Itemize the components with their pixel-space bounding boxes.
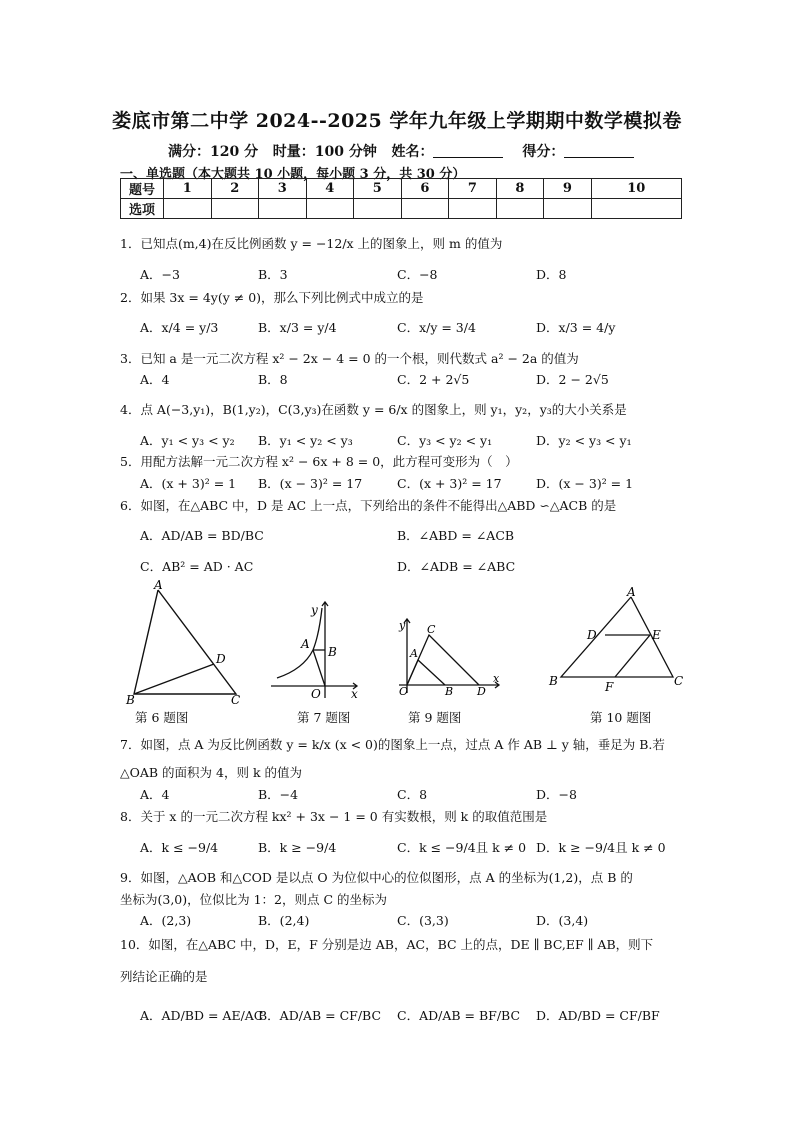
q3-option-b[interactable]: B．8 bbox=[258, 372, 288, 387]
question-7-stem: 7．如图，点 A 为反比例函数 y = k/x (x < 0)的图象上一点，过点 A 作 AB ⊥ y 轴，垂足为 B.若 bbox=[120, 737, 665, 752]
q4-option-d[interactable]: D．y₂ < y₃ < y₁ bbox=[536, 433, 632, 448]
question-8-stem: 8．关于 x 的一元二次方程 kx² + 3x − 1 = 0 有实数根，则 k 的取值范围是 bbox=[120, 809, 548, 824]
q3-option-c[interactable]: C．2 + 2√5 bbox=[397, 372, 470, 387]
question-1-stem: 1．已知点(m,4)在反比例函数 y = −12/x 上的图象上，则 m 的值为 bbox=[120, 236, 503, 251]
number-cell: 7 bbox=[449, 179, 497, 199]
option-header: 选项 bbox=[121, 199, 164, 219]
fig10-label-d: D bbox=[587, 628, 597, 642]
q2-option-b[interactable]: B．x/3 = y/4 bbox=[258, 320, 337, 335]
q8-option-a[interactable]: A．k ≤ −9/4 bbox=[140, 840, 219, 855]
q6-option-b[interactable]: B．∠ABD = ∠ACB bbox=[397, 528, 515, 543]
q7-option-b[interactable]: B．−4 bbox=[258, 787, 299, 802]
figure-7-caption: 第 7 题图 bbox=[297, 710, 351, 725]
fig9-label-y: y bbox=[399, 619, 406, 632]
fig9-label-c: C bbox=[427, 623, 436, 636]
number-cell: 4 bbox=[306, 179, 354, 199]
fig6-label-d: D bbox=[216, 652, 226, 666]
question-10-stem-cont: 列结论正确的是 bbox=[120, 969, 208, 984]
fig9-label-x: x bbox=[493, 672, 500, 685]
q1-option-d[interactable]: D．8 bbox=[536, 267, 567, 282]
q6-option-d[interactable]: D．∠ADB = ∠ABC bbox=[397, 559, 516, 574]
q10-option-c[interactable]: C．AD/AB = BF/BC bbox=[397, 1008, 521, 1023]
answer-table bbox=[120, 178, 682, 219]
q10-option-a[interactable]: A．AD/BD = AE/AC bbox=[140, 1008, 264, 1023]
fig7-segment-ao bbox=[313, 650, 325, 686]
figure-9 bbox=[395, 615, 505, 699]
fig7-label-a: A bbox=[301, 637, 310, 651]
q5-option-d[interactable]: D．(x − 3)² = 1 bbox=[536, 476, 634, 491]
q3-option-a[interactable]: A．4 bbox=[140, 372, 170, 387]
fig6-label-a: A bbox=[154, 580, 163, 592]
number-cell: 8 bbox=[496, 179, 544, 199]
q6-option-c[interactable]: C．AB² = AD · AC bbox=[140, 559, 254, 574]
score-blank[interactable] bbox=[564, 143, 634, 158]
q5-option-b[interactable]: B．(x − 3)² = 17 bbox=[258, 476, 363, 491]
q4-option-b[interactable]: B．y₁ < y₂ < y₃ bbox=[258, 433, 353, 448]
answer-cell[interactable] bbox=[306, 199, 354, 219]
fig9-label-d: D bbox=[477, 685, 486, 698]
number-cell: 9 bbox=[544, 179, 592, 199]
fig7-label-x: x bbox=[351, 687, 358, 701]
q7-option-a[interactable]: A．4 bbox=[140, 787, 170, 802]
q4-option-a[interactable]: A．y₁ < y₃ < y₂ bbox=[140, 433, 235, 448]
q8-option-c[interactable]: C．k ≤ −9/4且 k ≠ 0 bbox=[397, 840, 527, 855]
q3-option-d[interactable]: D．2 − 2√5 bbox=[536, 372, 609, 387]
figure-10 bbox=[545, 585, 690, 695]
fig7-hyperbola bbox=[277, 608, 322, 678]
fig6-segment-bd bbox=[134, 664, 214, 694]
answer-cell[interactable] bbox=[544, 199, 592, 219]
number-cell: 2 bbox=[211, 179, 259, 199]
q4-option-c[interactable]: C．y₃ < y₂ < y₁ bbox=[397, 433, 493, 448]
number-cell: 6 bbox=[401, 179, 449, 199]
figure-6-caption: 第 6 题图 bbox=[135, 710, 189, 725]
fig10-label-a: A bbox=[627, 585, 636, 599]
q5-option-c[interactable]: C．(x + 3)² = 17 bbox=[397, 476, 502, 491]
q10-option-d[interactable]: D．AD/BD = CF/BF bbox=[536, 1008, 660, 1023]
q2-option-d[interactable]: D．x/3 = 4/y bbox=[536, 320, 616, 335]
full-score: 满分：120 分 bbox=[168, 144, 259, 160]
fig10-segment-ef bbox=[615, 635, 650, 677]
q9-option-a[interactable]: A．(2,3) bbox=[140, 913, 192, 928]
page-title: 娄底市第二中学 2024--2025 学年九年级上学期期中数学模拟卷 bbox=[112, 110, 682, 132]
fig9-triangle-aob bbox=[407, 660, 445, 685]
q10-option-b[interactable]: B．AD/AB = CF/BC bbox=[258, 1008, 382, 1023]
q7-option-d[interactable]: D．−8 bbox=[536, 787, 577, 802]
fig7-label-o: O bbox=[311, 687, 321, 701]
fig7-label-b: B bbox=[328, 645, 337, 659]
number-cell: 3 bbox=[259, 179, 307, 199]
question-2-stem: 2．如果 3x = 4y(y ≠ 0)，那么下列比例式中成立的是 bbox=[120, 290, 424, 305]
answer-table-option-row bbox=[121, 199, 682, 219]
question-5-stem: 5．用配方法解一元二次方程 x² − 6x + 8 = 0，此方程可变形为（ ） bbox=[120, 454, 518, 469]
answer-cell[interactable] bbox=[211, 199, 259, 219]
question-3-stem: 3．已知 a 是一元二次方程 x² − 2x − 4 = 0 的一个根，则代数式 a² − 2a 的值为 bbox=[120, 351, 579, 366]
fig7-label-y: y bbox=[311, 603, 318, 617]
fig9-label-a: A bbox=[410, 647, 418, 660]
figure-9-caption: 第 9 题图 bbox=[408, 710, 462, 725]
fig9-label-b: B bbox=[445, 685, 454, 698]
question-10-stem: 10．如图，在△ABC 中，D，E，F 分别是边 AB，AC，BC 上的点，DE ∥ BC,EF ∥ AB，则下 bbox=[120, 937, 654, 952]
fig10-label-e: E bbox=[652, 628, 661, 642]
name-blank[interactable] bbox=[433, 143, 503, 158]
q6-option-a[interactable]: A．AD/AB = BD/BC bbox=[140, 528, 264, 543]
figure-10-caption: 第 10 题图 bbox=[590, 710, 652, 725]
answer-cell[interactable] bbox=[496, 199, 544, 219]
question-7-stem-cont: △OAB 的面积为 4，则 k 的值为 bbox=[120, 765, 302, 780]
number-cell: 5 bbox=[354, 179, 402, 199]
fig10-label-f: F bbox=[605, 680, 614, 694]
question-9-stem: 9．如图，△AOB 和△COD 是以点 O 为位似中心的位似图形，点 A 的坐标为(1,2)，点 B 的 bbox=[120, 870, 633, 885]
answer-cell[interactable] bbox=[591, 199, 681, 219]
answer-table-number-row bbox=[121, 179, 682, 199]
fig10-label-c: C bbox=[674, 674, 684, 688]
q8-option-d[interactable]: D．k ≥ −9/4且 k ≠ 0 bbox=[536, 840, 666, 855]
name-label: 姓名： bbox=[391, 144, 434, 160]
q8-option-b[interactable]: B．k ≥ −9/4 bbox=[258, 840, 337, 855]
question-6-stem: 6．如图，在△ABC 中，D 是 AC 上一点，下列给出的条件不能得出△ABD ∽△ACB 的是 bbox=[120, 498, 617, 513]
figure-7 bbox=[265, 598, 365, 702]
number-cell: 1 bbox=[164, 179, 212, 199]
number-header: 题号 bbox=[121, 179, 164, 199]
exam-meta bbox=[168, 141, 648, 161]
question-9-stem-cont: 坐标为(3,0)，位似比为 1：2，则点 C 的坐标为 bbox=[120, 892, 388, 907]
fig9-label-o: O bbox=[399, 685, 409, 698]
number-cell: 10 bbox=[591, 179, 681, 199]
answer-cell[interactable] bbox=[449, 199, 497, 219]
q9-option-b[interactable]: B．(2,4) bbox=[258, 913, 310, 928]
figure-6 bbox=[120, 580, 260, 708]
q1-option-c[interactable]: C．−8 bbox=[397, 267, 438, 282]
answer-cell[interactable] bbox=[164, 199, 212, 219]
q2-option-a[interactable]: A．x/4 = y/3 bbox=[140, 320, 219, 335]
question-4-stem: 4．点 A(−3,y₁)，B(1,y₂)，C(3,y₃)在函数 y = 6/x 的图象上，则 y₁，y₂，y₃的大小关系是 bbox=[120, 402, 627, 417]
answer-cell[interactable] bbox=[259, 199, 307, 219]
q7-option-c[interactable]: C．8 bbox=[397, 787, 428, 802]
fig10-label-b: B bbox=[549, 674, 558, 688]
time-limit: 时量：100 分钟 bbox=[272, 144, 377, 160]
score-label: 得分： bbox=[522, 144, 565, 160]
section-heading: 一、单选题（本大题共 10 小题，每小题 3 分，共 30 分） bbox=[120, 167, 466, 182]
q9-option-c[interactable]: C．(3,3) bbox=[397, 913, 449, 928]
q5-option-a[interactable]: A．(x + 3)² = 1 bbox=[140, 476, 237, 491]
fig6-label-c: C bbox=[231, 693, 241, 707]
q1-option-a[interactable]: A．−3 bbox=[140, 267, 180, 282]
answer-cell[interactable] bbox=[401, 199, 449, 219]
fig6-triangle-abc bbox=[134, 590, 236, 694]
q2-option-c[interactable]: C．x/y = 3/4 bbox=[397, 320, 476, 335]
answer-cell[interactable] bbox=[354, 199, 402, 219]
q1-option-b[interactable]: B．3 bbox=[258, 267, 288, 282]
fig6-label-b: B bbox=[126, 693, 135, 707]
q9-option-d[interactable]: D．(3,4) bbox=[536, 913, 589, 928]
